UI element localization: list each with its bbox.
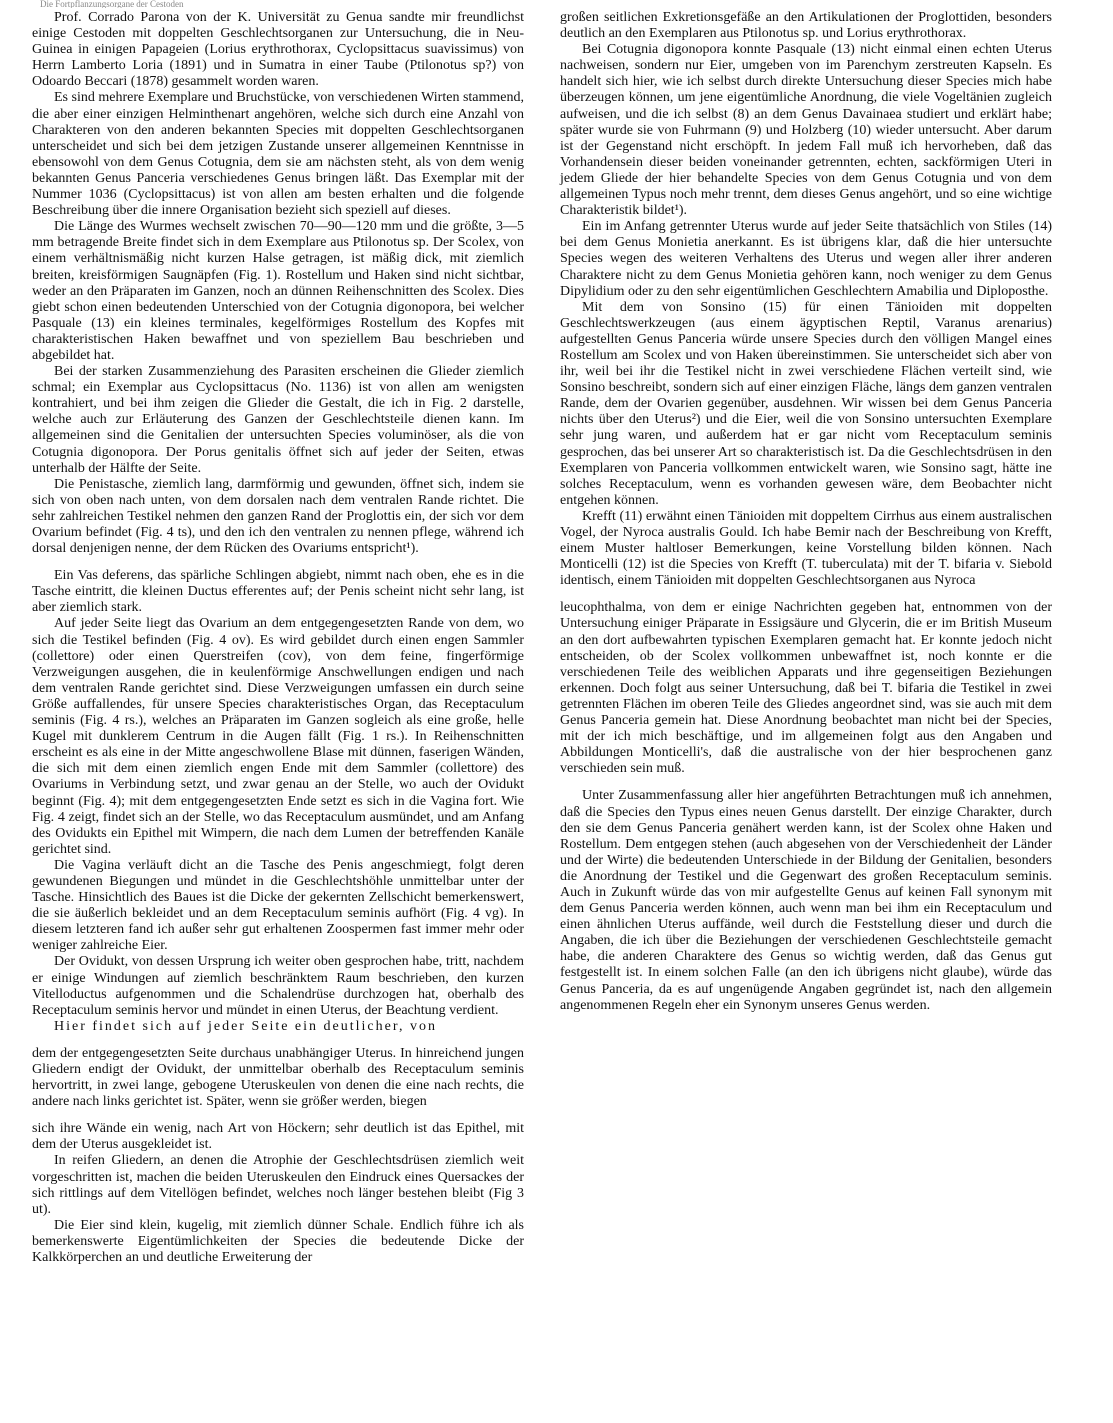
paragraph: sich ihre Wände ein wenig, nach Art von Höckern; sehr deutlich ist das Epithel, mit dem der Uterus ausgekleidet ist. <box>32 1121 524 1153</box>
paragraph: Ein Vas deferens, das spärliche Schlingen abgiebt, nimmt nach oben, ehe es in die Tasche eintritt, die kleinen Ductus efferentes auf; der Penis scheint nicht sehr lang, ist aber ziemlich stark. <box>32 568 524 616</box>
paragraph: In reifen Gliedern, an denen die Atrophie der Geschlechtsdrüsen ziemlich weit vorgeschritten ist, machen die beiden Uteruskeulen den Eindruck eines Quersackes der sich rittlings auf dem Vitellögen befindet, welches noch länger bestehen bleibt (Fig 3 ut). <box>32 1153 524 1217</box>
paragraph: Auf jeder Seite liegt das Ovarium an dem entgegengesetzten Rande von dem, wo sich die Testikel befinden (Fig. 4 ov). Es wird gebildet durch einen engen Sammler (collettore) oder einen Querstreifen (cov), von dem feine, fingerförmige Verzweigungen ausgehen, die in keulenförmige Anschwellungen endigen und nach dem ventralen Rande gerichtet sind. Diese Verzweigungen umfassen ein durch seine Größe auffallendes, für unsere Species charakteristisches Organ, das Receptaculum seminis (Fig. 4 rs.), welches an Präparaten im Ganzen sogleich als eine große, helle Kugel mit dunklerem Centrum in die Augen fällt (Fig. 1 rs.). In Reihenschnitten erscheint es als eine in der Mitte angeschwollene Blase mit dünnen, faserigen Wänden, die sich mit dem einen ziemlich engen Ende mit dem Sammler (collettore) des Ovariums in Verbindung setzt, und zwar genau an der Stelle, wo auch der Ovidukt beginnt (Fig. 4); mit dem entgegengesetzten Ende setzt es sich in die Vagina fort. Wie Fig. 4 zeigt, findet sich an der Stelle, wo das Receptaculum ausmündet, und am Anfang des Ovidukts ein Epithel mit Wimpern, die nach dem Lumen der betreffenden Kanäle gerichtet sind. <box>32 616 524 857</box>
left-column <box>32 10 524 1266</box>
paragraph: dem der entgegengesetzten Seite durchaus unabhängiger Uterus. In hinreichend jungen Gliedern endigt der Ovidukt, der unmittelbar oberhalb des Receptaculum seminis hervortritt, in zwei lange, gebogene Uteruskeulen von denen die eine nach rechts, die andere nach links gerichtet ist. Später, wenn sie größer werden, biegen <box>32 1045 524 1110</box>
paragraph: Ein im Anfang getrennter Uterus wurde auf jeder Seite thatsächlich von Stiles (14) bei dem Genus Monietia anerkannt. Es ist übrigens klar, daß die hier untersuchte Species wegen des weiteren Verhaltens des Uterus und wegen aller ihrer anderen Charaktere nicht zu dem Genus Monietia gehören kann, noch weniger zu dem Genus Dipylidium oder zu den sehr eigentümlichen Geschlechtern Amabilia und Diploposthe. <box>560 219 1052 299</box>
paragraph: Die Vagina verläuft dicht an die Tasche des Penis angeschmiegt, folgt deren gewundenen Biegungen und mündet in die Geschlechtshöhle unmittelbar unter der Tasche. Hinsichtlich des Baues ist die Dicke der gekernten Zellschicht bemerkenswert, die sie äußerlich bekleidet und an dem Receptaculum seminis aufhört (Fig. 4 vg). In diesem letzteren fand ich außer sehr gut erhaltenen Zoospermen fast immer mehr oder weniger zahlreiche Eier. <box>32 857 524 954</box>
paragraph: leucophthalma, von dem er einige Nachrichten gegeben hat, entnommen von der Untersuchung einiger Präparate in Essigsäure und Glycerin, die er im British Museum an den dort aufbewahrten typischen Exemplaren gemacht hat. Er konnte jedoch nicht entscheiden, ob der Scolex vollkommen unbewaffnet ist, noch konnte er die verschiedenen Teile des weiblichen Apparats und ihre gegenseitigen Beziehungen erkennen. Doch folgt aus seiner Untersuchung, daß bei T. bifaria die Testikel in zwei getrennten Flächen im oberen Teile des Gliedes angeordnet sind, was sie auch mit dem Genus Panceria gemein hat. Diese Anordnung beobachtet man nicht bei der Species, mit der ich mich beschäftige, und im allgemeinen folgt aus den Angaben und Abbildungen Monticelli's, daß die australische von der hier besprochenen ganz verschieden sein muß. <box>560 600 1052 777</box>
paragraph: Mit dem von Sonsino (15) für einen Tänioiden mit doppelten Geschlechtswerkzeugen (aus einem ägyptischen Reptil, Varanus arenarius) aufgestellten Genus Panceria würde unsere Species durch den völligen Mangel eines Rostellum am Scolex und von Haken übereinstimmen. Sie unterscheidet sich aber von ihr, weil bei ihr die Testikel nicht in zwei verschiedene Flächen verteilt sind, wie Sonsino beschreibt, sondern sich auf einer einzigen Fläche, längs dem ganzen ventralen Rande, dem der Ovarien gegenüber, ausdehnen. Wir wissen bei dem Genus Panceria nichts über den Uterus²) und die Eier, weil die von Sonsino untersuchten Exemplare sehr jung waren, und außerdem hat er gar nicht vom Receptaculum seminis gesprochen, das bei unserer Art so charakteristisch ist. Da die Geschlechtsdrüsen in den Exemplaren von Panceria vollkommen entwickelt waren, wie Sonsino sagt, hätte ine solches Receptaculum, wenn es vorhanden gewesen wäre, dem Beobachter nicht entgehen können. <box>560 299 1052 508</box>
paragraph: Hier findet sich auf jeder Seite ein deutlicher, von <box>54 1018 437 1034</box>
paragraph: Die Penistasche, ziemlich lang, darmförmig und gewunden, öffnet sich, indem sie sich von oben nach unten, von dem dorsalen nach dem ventralen Rande richtet. Die sehr zahlreichen Testikel nehmen den ganzen Rand der Proglottis ein, der sich vor dem Ovarium befindet (Fig. 4 ts), und den ich den ventralen zu nennen pflege, während ich dorsal denjenigen nenne, der dem Rücken des Ovariums entspricht¹). <box>32 476 524 557</box>
paragraph: Prof. Corrado Parona von der K. Universität zu Genua sandte mir freundlichst einige Cestoden mit doppelten Geschlechtsorganen zur Untersuchung, die in Neu-Guinea in einigen Papageien (Lorius erythrothorax, Cyclopsittacus suavissimus) von Herrn Lamberto Loria (1891) und in Sumatra in einer Taube (Ptilonotus sp?) von Odoardo Beccari (1878) gesammelt worden waren. <box>32 10 524 90</box>
paragraph: Die Eier sind klein, kugelig, mit ziemlich dünner Schale. Endlich führe ich als bemerkenswerte Eigentümlichkeiten der Species die bedeutende Dicke der Kalkkörperchen an und deutliche Erweiterung der <box>32 1217 524 1266</box>
paragraph: Die Länge des Wurmes wechselt zwischen 70—90—120 mm und die größte, 3—5 mm betragende Breite findet sich in dem Exemplare aus Ptilonotus sp. Der Scolex, von einem verhältnismäßig nicht kurzen Halse getragen, ist mäßig dick, mit ziemlich breiten, kreisförmigen Saugnäpfen (Fig. 1). Rostellum und Haken sind nicht sichtbar, weder an den Präparaten im Ganzen, noch an dünnen Reihenschnitten des Scolex. Dies giebt schon einen bedeutenden Unterschied von der Cotugnia digonopora, bei welcher Pasquale (13) ein kleines terminales, kegelförmiges Rostellum des Kopfes mit charakteristischen Haken bewaffnet und von speziellem Bau beschrieben und abgebildet hat. <box>32 219 524 363</box>
paragraph: Bei Cotugnia digonopora konnte Pasquale (13) nicht einmal einen echten Uterus nachweisen, sondern nur Eier, umgeben von im Parenchym zerstreuten Kapseln. Es handelt sich hier, wie ich selbst durch direkte Untersuchung dieser Species mich habe überzeugen können, um jene eigentümliche Anordnung, die viele Vogeltänien zugleich aufweisen, und die ich selbst (8) an dem Genus Davainaea studiert und erklärt habe; später wurde sie von Fuhrmann (9) und Holzberg (10) wieder untersucht. Aber darum ist der Gegenstand nicht erschöpft. In jedem Fall muß ich hervorheben, daß das Vorhandensein dieser beiden voneinander getrennten, echten, sackförmigen Uteri in jedem Gliede der hier behandelte Species von dem Genus Cotugnia und von dem allgemeinen Typus noch mehr trennt, dem dieses Genus angehört, und so eine wichtige Charakteristik bildet¹). <box>560 42 1052 219</box>
right-column <box>560 10 1052 1014</box>
paragraph: Bei der starken Zusammenziehung des Parasiten erscheinen die Glieder ziemlich schmal; ein Exemplar aus Cyclopsittacus (No. 1136) ist von allen am wenigsten kontrahiert, und bei ihm zeigen die Glieder die Gestalt, die ich in Fig. 2 darstelle, welche auch zur Erläuterung des Ganzen der Geschlechtsteile dienen kann. Im allgemeinen sind die Genitalien der untersuchten Species voluminöser, als die von Cotugnia digonopora. Der Porus genitalis öffnet sich auf jeder der Seiten, etwas unterhalb der Hälfte der Seite. <box>32 364 524 476</box>
paragraph: Der Ovidukt, von dessen Ursprung ich weiter oben gesprochen habe, tritt, nachdem er einige Windungen auf ziemlich beschränktem Raum beschrieben, den kurzen Vitelloductus aufgenommen und die Schalendrüse durchzogen hat, oberhalb des Receptaculum seminis hervor und mündet in einen Uterus, der Beachtung verdient. <box>32 954 524 1018</box>
paragraph: Krefft (11) erwähnt einen Tänioiden mit doppeltem Cirrhus aus einem australischen Vogel, der Nyroca australis Gould. Ich habe Bemir nach der Beschreibung von Krefft, einem Muster haltloser Bemerkungen, keine Vorstellung bilden können. Nach Monticelli (12) ist die Species von Krefft (T. tuberculata) mit der T. bifaria v. Siebold identisch, einem Tänioiden mit doppelten Geschlechtsorganen aus Nyroca <box>560 508 1052 589</box>
paragraph: Es sind mehrere Exemplare und Bruchstücke, von verschiedenen Wirten stammend, die aber einer einzigen Helminthenart angehören, welche sich durch eine Anzahl von Charakteren von den anderen bekannten Species mit doppelten Geschlechtsorganen unterscheidet und sich bei dem jetzigen Zustande unserer allgemeinen Kenntnisse in ebensowohl von dem Genus Cotugnia, dem sie am nächsten steht, als von dem wenig bekannten Genus Panceria verschiedenes Genus bringen läßt. Das Exemplar mit der Nummer 1036 (Cyclopsittacus) ist von allen am besten erhalten und die folgende Beschreibung über die innere Organisation bezieht sich speziell auf dieses. <box>32 90 524 219</box>
running-head: Die Fortpflanzungsorgane der Cestoden <box>40 0 184 8</box>
paragraph: Unter Zusammenfassung aller hier angeführten Betrachtungen muß ich annehmen, daß die Species den Typus eines neuen Genus darstellt. Der einzige Charakter, durch den sie dem Genus Panceria genähert werden kann, ist der Scolex ohne Haken und Rostellum. Dem entgegen stehen (auch abgesehen von der Verschiedenheit der Länder und der Wirte) die bedeutenden Unterschiede in der Bildung der Genitalien, besonders die Anordnung der Testikel und die Gegenwart des großen Receptaculum seminis. Auch in Zukunft würde das von mir aufgestellte Genus auf keinen Fall synonym mit dem Genus Panceria werden können, auch wenn man bei ihm ein Receptaculum und einen ähnlichen Uterus auffände, weil durch die Feststellung dieser und durch die Angaben, die ich über die Beziehungen der verschiedenen Geschlechtsteile gemacht habe, die anderen Charaktere des Genus so wichtig werden, daß das Genus gut festgestellt ist. In einem solchen Falle (an den ich übrigens nicht glaube), würde das Genus Panceria, da es auf ungenügende Angaben gegründet ist, nach den allgemein angenommenen Regeln eher ein Synonym unseres Genus werden. <box>560 788 1052 1013</box>
paragraph: großen seitlichen Exkretionsgefäße an den Artikulationen der Proglottiden, besonders deutlich an den Exemplaren aus Ptilonotus sp. und Lorius erythrothorax. <box>560 10 1052 42</box>
